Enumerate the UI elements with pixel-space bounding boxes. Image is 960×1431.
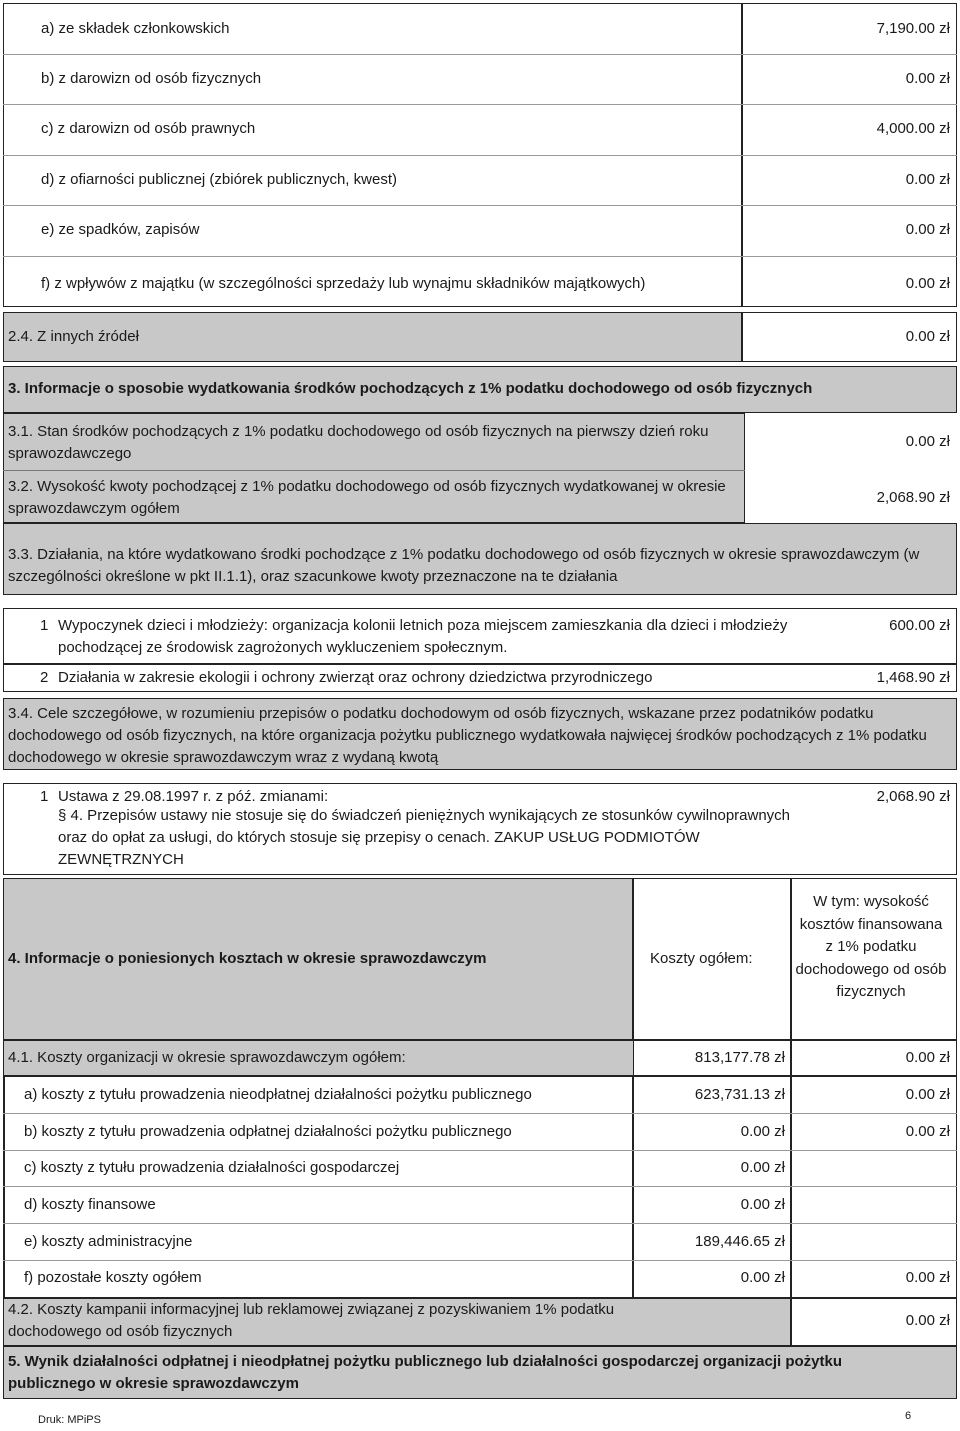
income-row-label: d) z ofiarności publicznej (zbiórek publicznych, kwest) [41,171,397,188]
row-3-3-label: 3.3. Działania, na które wydatkowano środki pochodzące z 1% podatku dochodowego od osób fizycznych w okresie sprawozdawczym (w szczególności określone w pkt II.1.1), oraz szacunkowe kwoty przeznaczone na te działania [8,546,920,585]
cost-total: 189,446.65 zł [694,1233,785,1250]
income-row-amount: 0.00 zł [905,221,950,238]
cost-1pct: 0.00 zł [905,1086,950,1103]
divider [3,470,745,471]
row-3-4-label: 3.4. Cele szczegółowe, w rozumieniu przepisów o podatku dochodowym od osób fizycznych, wskazane przez podatników podatku dochodowego od osób fizycznych, na które organizacja pożytku publicznego wydatkowała najwięcej środków pochodzących z 1% podatku dochodowego w okresie sprawozdawczym wraz z wydaną kwotą [8,705,927,766]
cost-total: 0.00 zł [740,1123,785,1140]
income-row-amount: 4,000.00 zł [876,120,950,137]
goal-num: 1 [40,788,49,805]
cost-label: f) pozostałe koszty ogółem [24,1269,202,1286]
row-3-1-amount: 0.00 zł [905,433,950,450]
divider [3,256,957,257]
action-text: Działania w zakresie ekologii i ochrony zwierząt oraz ochrony dziedzictwa przyrodniczego [58,669,653,686]
divider [3,1223,957,1224]
cost-1pct-col [791,1076,957,1298]
income-row-label: a) ze składek członkowskich [41,20,230,37]
income-row-amount: 0.00 zł [905,70,950,87]
cost-total: 0.00 zł [740,1269,785,1286]
row-3-2-label: 3.2. Wysokość kwoty pochodzącej z 1% podatku dochodowego od osób fizycznych wydatkowanej w okresie sprawozdawczym ogółem [8,478,726,517]
row-3-2-amount: 2,068.90 zł [876,489,950,506]
col-total-header: Koszty ogółem: [650,950,753,967]
action-num: 1 [40,617,49,634]
other-sources-label: 2.4. Z innych źródeł [8,328,139,345]
section3-heading: 3. Informacje o sposobie wydatkowania środków pochodzących z 1% podatku dochodowego od osób fizycznych [8,380,813,397]
cost-label: a) koszty z tytułu prowadzenia nieodpłatnej działalności pożytku publicznego [24,1086,532,1103]
action-amount: 600.00 zł [889,617,950,634]
cost-total-col [633,1076,791,1298]
cost-label: c) koszty z tytułu prowadzenia działalności gospodarczej [24,1159,400,1176]
divider [3,1113,957,1114]
cost-1pct: 0.00 zł [905,1269,950,1286]
divider [3,205,957,206]
col-1pct-header: W tym: wysokość kosztów finansowana z 1% podatku dochodowego od osób fizycznych [795,893,947,1000]
income-row-amount: 7,190.00 zł [876,20,950,37]
action-amount: 1,468.90 zł [876,669,950,686]
cost-label: b) koszty z tytułu prowadzenia odpłatnej działalności pożytku publicznego [24,1123,512,1140]
row-3-1-label: 3.1. Stan środków pochodzących z 1% podatku dochodowego od osób fizycznych na pierwszy dzień roku sprawozdawczego [8,423,709,462]
income-row-label: c) z darowizn od osób prawnych [41,120,256,137]
row-4-2-label: 4.2. Koszty kampanii informacyjnej lub reklamowej związanej z pozyskiwaniem 1% podatku dochodowego od osób fizycznych [8,1301,615,1340]
cost-total: 813,177.78 zł [694,1049,785,1066]
cost-total: 0.00 zł [740,1196,785,1213]
action-text: Wypoczynek dzieci i młodzieży: organizacja kolonii letnich poza miejscem zamieszkania dla dzieci i młodzieży pochodzącej ze środowisk zagrożonych wykluczeniem społecznym. [58,617,788,656]
divider [3,155,957,156]
income-row-amount: 0.00 zł [905,171,950,188]
cost-total: 0.00 zł [740,1159,785,1176]
other-sources-amount: 0.00 zł [905,328,950,345]
income-row-label: e) ze spadków, zapisów [41,221,200,238]
income-row-label: b) z darowizn od osób fizycznych [41,70,262,87]
divider [3,54,957,55]
footer-print: Druk: MPiPS [38,1414,101,1426]
section4-heading: 4. Informacje o poniesionych kosztach w okresie sprawozdawczym [8,950,487,967]
cost-1pct: 0.00 zł [905,1123,950,1140]
divider [3,1186,957,1187]
cost-label: d) koszty finansowe [24,1196,156,1213]
cost-labels-col [3,1076,633,1298]
divider [3,1260,957,1261]
goal-line1: Ustawa z 29.08.1997 r. z póź. zmianami: [58,788,329,805]
divider [3,104,957,105]
income-row-amount: 0.00 zł [905,275,950,292]
section5-heading: 5. Wynik działalności odpłatnej i nieodpłatnej pożytku publicznego lub działalności gospodarczej organizacji pożytku publicznego w okresie sprawozdawczym [8,1353,843,1392]
goal-line2: § 4. Przepisów ustawy nie stosuje się do świadczeń pieniężnych wynikających ze stosunków cywilnoprawnych oraz do opłat za usługi, do których stosuje się przepisy o cenach. ZAKUP USŁUG PODMIOTÓW ZEWNĘTRZNYCH [58,807,791,868]
divider [3,1150,957,1151]
cost-label: e) koszty administracyjne [24,1233,193,1250]
cost-total: 623,731.13 zł [694,1086,785,1103]
income-row-label: f) z wpływów z majątku (w szczególności sprzedaży lub wynajmu składników majątkowych) [41,275,646,292]
goal-amount: 2,068.90 zł [876,788,950,805]
cost-1pct: 0.00 zł [905,1049,950,1066]
page-number: 6 [905,1410,912,1422]
action-num: 2 [40,669,49,686]
row-4-2-amount: 0.00 zł [905,1312,950,1329]
cost-label: 4.1. Koszty organizacji w okresie sprawozdawczym ogółem: [8,1049,406,1066]
